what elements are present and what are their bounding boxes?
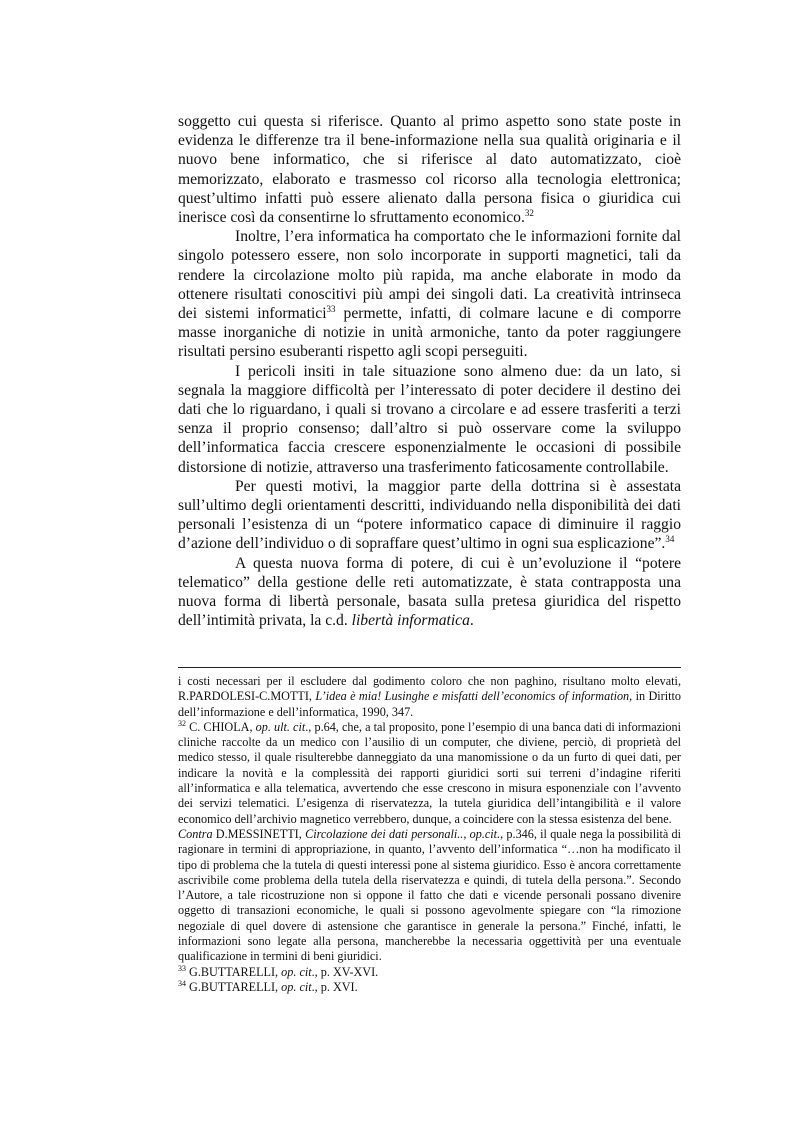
footnote-emphasis: Contra	[178, 826, 213, 841]
footnote-ref-34[interactable]: 34	[665, 534, 675, 545]
footnote-text: ., p. XV-XVI.	[311, 964, 379, 979]
emphasis-text: libertà informatica	[351, 612, 470, 630]
footnote-emphasis: Circolazione dei dati personali..	[305, 826, 464, 841]
paragraph-text: permette, infatti, di colmare lacune e di comporre masse inorganiche di notizie in unità armoniche, tanto da poter raggiungere risultati persino esuberanti rispetto agli scopi perseguiti.	[178, 305, 681, 361]
paragraph-text: I pericoli insiti in tale situazione sono almeno due: da un lato, si segnala la maggiore difficoltà per l’interessato di poter decidere il destino dei dati che lo riguardano, i quali si trovano a circolare e ad essere trasferiti a terzi senza il proprio consenso; dall’altro si può osservare come la sviluppo dell’informatica faccia crescere esponenzialmente le occasioni di possibile distorsione di notizie, attraverso una trasferimento faticosamente controllabile.	[178, 362, 681, 476]
paragraph-text: soggetto cui questa si riferisce. Quanto al primo aspetto sono state poste in evidenza le differenze tra il bene-informazione nella sua qualità originaria e il nuovo bene informatico, che si riferisce al dato automatizzato, cioè memorizzato, elaborato e trasmesso col ricorso alla tecnologia elettronica; quest’ultimo infatti può essere alienato dalla persona fisica o giuridica cui inerisce così da consentirne lo sfruttamento economico.	[178, 113, 681, 227]
paragraph-5	[178, 554, 681, 631]
footnote-text: C. CHIOLA,	[186, 719, 256, 734]
footnote-text: G.BUTTARELLI,	[186, 979, 282, 994]
main-text	[178, 112, 681, 630]
footnote-text: ., p. XVI.	[311, 979, 358, 994]
footnote-ref-32[interactable]: 32	[524, 208, 534, 219]
footnote-continuation	[178, 674, 681, 720]
footnote-emphasis: op. ult. cit	[255, 719, 306, 734]
footnote-text: , in Diritto dell’informazione e dell’informatica, 1990, 347.	[178, 689, 681, 719]
paragraph-text: .	[469, 612, 474, 630]
paragraph-4	[178, 477, 681, 554]
footnote-text: D.MESSINETTI,	[212, 826, 306, 841]
paragraph-1	[178, 112, 681, 227]
paragraph-2	[178, 227, 681, 361]
footnote-text: ., p.64, che, a tal proposito, pone l’esempio di una banca dati di informazioni cliniche raccolte da un medico con l’ausilio di un computer, che diviene, perciò, di proprietà del medico stesso, il quale risulterebbe danneggiato da una manomissione o da un furto di quei dati, per indicare la novità e la complessità dei rapporti giuridici sorti sui terreni d’indagine riferiti all’informatica e alla telematica, avvertendo che esse crescono in misura esponenziale con l’avvento dei servizi telematici. L’esigenza di riservatezza, la tutela giuridica dell’intangibilità e il valore economico dell’archivio magnetico verrebbero, dunque, a coincidere con la stessa esistenza del bene.	[178, 719, 681, 826]
footnote-text: ,	[463, 826, 470, 841]
footnote-text: G.BUTTARELLI,	[186, 964, 282, 979]
footnote-number: 34	[178, 978, 186, 988]
paragraph-3	[178, 362, 681, 477]
paragraph-text: Inoltre, l’era informatica ha comportato che le informazioni fornite dal singolo potessero essere, non solo incorporate in supporti magnetici, tali da rendere la circolazione molto più rapida, ma anche elaborate in modo da ottenere risultati conoscitivi più ampi dei singoli dati. La creatività intrinseca dei sistemi informatici	[178, 228, 681, 323]
footnote-32	[178, 720, 681, 827]
footnote-34	[178, 980, 681, 995]
footnote-ref-33[interactable]: 33	[326, 304, 336, 315]
footnote-32-contra	[178, 827, 681, 965]
footnotes	[178, 674, 681, 995]
footnote-33	[178, 965, 681, 980]
footnote-emphasis: op. cit	[281, 964, 312, 979]
footnote-emphasis: L’idea è mia! Lusinghe e misfatti dell’economics of information	[315, 689, 630, 704]
footnote-divider	[178, 667, 681, 668]
footnote-emphasis: op.cit.	[469, 826, 501, 841]
footnote-emphasis: op. cit	[281, 979, 312, 994]
paragraph-text: A questa nuova forma di potere, di cui è un’evoluzione il “potere telematico” della gestione delle reti automatizzate, è stata contrapposta una nuova forma di libertà personale, basata sulla pretesa giuridica del rispetto dell’intimità privata, la c.d.	[178, 554, 681, 630]
footnote-text: i costi necessari per il escludere dal godimento coloro che non paghino, risultano molto elevati, R.PARDOLESI-C.MOTTI,	[178, 674, 681, 704]
footnote-number: 32	[178, 718, 186, 728]
paragraph-text: Per questi motivi, la maggior parte della dottrina si è assestata sull’ultimo degli orientamenti descritti, individuando nella disponibilità dei dati personali l’esistenza di un “potere informatico capace di diminuire il raggio d’azione dell’individuo o di sopraffare quest’ultimo in ogni sua esplicazione”.	[178, 477, 681, 553]
footnote-text: , p.346, il quale nega la possibilità di ragionare in termini di appropriazione, in quanto, l’avvento dell’informatica “…non ha modificato il tipo di problema che la tutela di questi interessi pone al sistema giuridico. Esso è ancora correttamente ascrivibile come problema della tutela della riservatezza e quindi, di tutela della persona.”. Secondo l’Autore, a tale ricostruzione non si oppone il fatto che dati e vicende personali possano divenire oggetto di transazioni economiche, le quali si possono agevolmente spiegare con “la rimozione negoziale di quel dovere di astensione che garantisce in generale la persona.” Finché, infatti, le informazioni sono legate alla persona, mancherebbe la necessaria oggettività per una eventuale qualificazione in termini di beni giuridici.	[178, 826, 682, 964]
footnote-number: 33	[178, 963, 186, 973]
